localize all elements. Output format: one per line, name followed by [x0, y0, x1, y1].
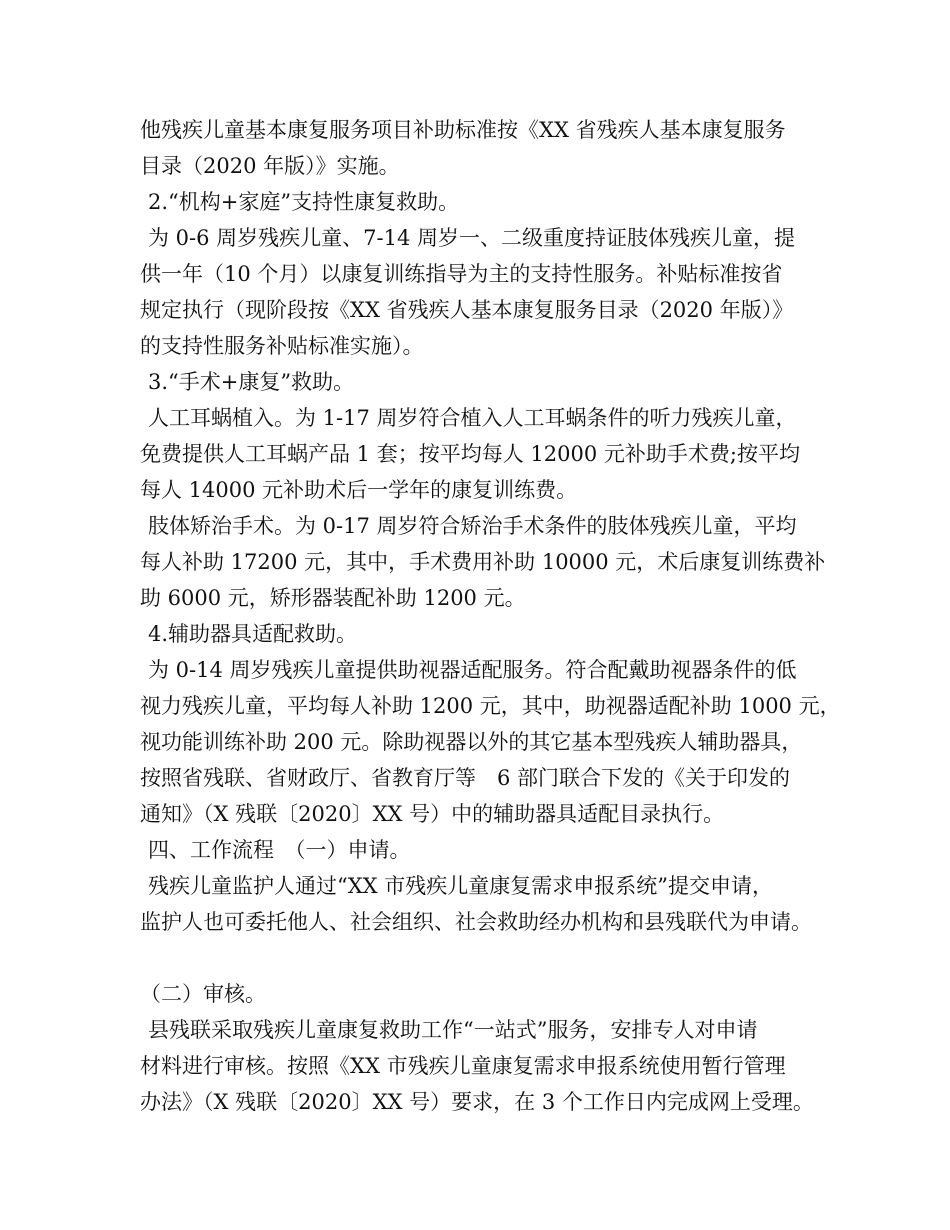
paragraph-line: 人工耳蜗植入。为 1-17 周岁符合植入人工耳蜗条件的听力残疾儿童，	[148, 406, 797, 430]
section-heading: 3.“手术+康复”救助。	[148, 370, 355, 394]
paragraph-line: 助 6000 元，矫形器装配补助 1200 元。	[140, 586, 526, 610]
paragraph-line: 残疾儿童监护人通过“XX 市残疾儿童康复需求申报系统”提交申请，	[148, 874, 774, 898]
section-heading: 2.“机构+家庭”支持性康复救助。	[148, 190, 460, 214]
paragraph-line: 每人 14000 元补助术后一学年的康复训练费。	[140, 478, 578, 502]
paragraph-line: 免费提供人工耳蜗产品 1 套；按平均每人 12000 元补助手术费;按平均	[140, 442, 800, 466]
paragraph-line: 监护人也可委托他人、社会组织、社会救助经办机构和县残联代为申请。	[140, 910, 812, 934]
section-heading: 4.辅助器具适配救助。	[148, 622, 358, 646]
paragraph-line: 视功能训练补助 200 元。除助视器以外的其它基本型残疾人辅助器具，	[140, 730, 803, 754]
paragraph-line: 的支持性服务补贴标准实施）。	[140, 334, 424, 358]
paragraph-line: 县残联采取残疾儿童康复救助工作“一站式”服务，安排专人对申请	[148, 1018, 758, 1042]
paragraph-line: 视力残疾儿童，平均每人补助 1200 元，其中，助视器适配补助 1000 元，	[140, 694, 841, 718]
section-heading: （二）审核。	[140, 982, 266, 1006]
paragraph-line: 材料进行审核。按照《XX 市残疾儿童康复需求申报系统使用暂行管理	[140, 1054, 786, 1078]
paragraph-line: 办法》（X 残联〔2020〕XX 号）要求，在 3 个工作日内完成网上受理。	[140, 1090, 814, 1114]
paragraph-line: 通知》（X 残联〔2020〕XX 号）中的辅助器具适配目录执行。	[140, 802, 725, 826]
paragraph-line: 为 0-14 周岁残疾儿童提供助视器适配服务。符合配戴助视器条件的低	[148, 658, 797, 682]
paragraph-line: 每人补助 17200 元，其中，手术费用补助 10000 元，术后康复训练费补	[140, 550, 826, 574]
paragraph-line: 按照省残联、省财政厅、省教育厅等 6 部门联合下发的《关于印发的	[140, 766, 791, 790]
paragraph-line: 他残疾儿童基本康复服务项目补助标准按《XX 省残疾人基本康复服务	[140, 118, 786, 142]
paragraph-line: 规定执行（现阶段按《XX 省残疾人基本康复服务目录（2020 年版）》	[140, 298, 794, 322]
paragraph-line: 供一年（10 个月）以康复训练指导为主的支持性服务。补贴标准按省	[140, 262, 783, 286]
section-heading: 四、工作流程 （一）申请。	[148, 838, 411, 862]
paragraph-line: 为 0-6 周岁残疾儿童、7-14 周岁一、二级重度持证肢体残疾儿童，提	[148, 226, 796, 250]
paragraph-line: 目录（2020 年版）》实施。	[140, 154, 400, 178]
paragraph-line: 肢体矫治手术。为 0-17 周岁符合矫治手术条件的肢体残疾儿童，平均	[148, 514, 797, 538]
